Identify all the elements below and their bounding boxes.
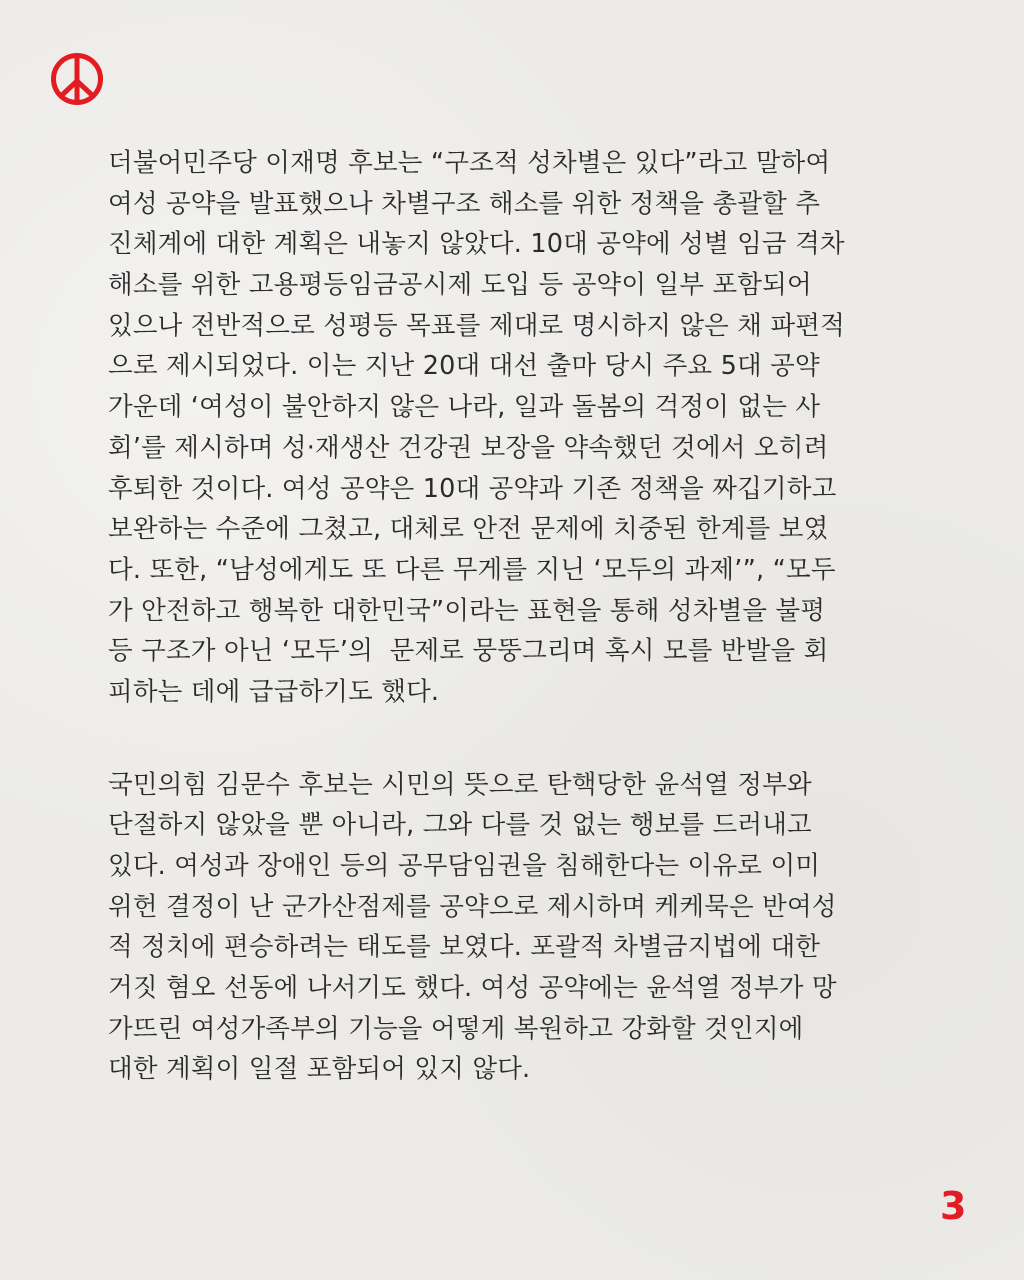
text-line: 으로 제시되었다. 이는 지난 20대 대선 출마 당시 주요 5대 공약 [108,351,820,382]
text-line: 피하는 데에 급급하기도 했다. [108,676,440,707]
text-line: 있으나 전반적으로 성평등 목표를 제대로 명시하지 않은 채 파편적 [108,310,845,341]
paragraph-lee-jae-myung [108,143,938,713]
text-line: 거짓 혐오 선동에 나서기도 했다. 여성 공약에는 윤석열 정부가 망 [108,973,837,1004]
text-line: 보완하는 수준에 그쳤고, 대체로 안전 문제에 치중된 한계를 보였 [108,514,829,545]
text-line: 단절하지 않았을 뿐 아니라, 그와 다를 것 없는 행보를 드러내고 [108,810,812,841]
text-line: 회’를 제시하며 성·재생산 건강권 보장을 약속했던 것에서 오히려 [108,432,829,463]
text-line: 적 정치에 편승하려는 태도를 보였다. 포괄적 차별금지법에 대한 [108,932,821,963]
text-line: 여성 공약을 발표했으나 차별구조 해소를 위한 정책을 총괄할 추 [108,188,821,219]
text-line: 더불어민주당 이재명 후보는 “구조적 성차별은 있다”라고 말하여 [108,148,831,178]
text-line: 등 구조가 아닌 ‘모두’의 문제로 뭉뚱그리며 혹시 모를 반발을 회 [108,636,829,667]
text-line: 가운데 ‘여성이 불안하지 않은 나라, 일과 돌봄의 걱정이 없는 사 [108,392,821,423]
text-line: 가 안전하고 행복한 대한민국”이라는 표현을 통해 성차별을 불평 [108,595,826,626]
text-line: 있다. 여성과 장애인 등의 공무담임권을 침해한다는 이유로 이미 [108,851,821,881]
paragraph-gap [108,713,938,765]
text-line: 해소를 위한 고용평등임금공시제 도입 등 공약이 일부 포함되어 [108,270,812,301]
text-line: 진체계에 대한 계획은 내놓지 않았다. 10대 공약에 성별 임금 격차 [108,229,845,260]
text-line: 국민의힘 김문수 후보는 시민의 뜻으로 탄핵당한 윤석열 정부와 [108,769,812,800]
text-line: 다. 또한, “남성에게도 또 다른 무게를 지닌 ‘모두의 과제’”, “모두 [108,554,836,585]
text-line: 대한 계획이 일절 포함되어 있지 않다. [108,1054,531,1085]
peace-symbol-icon [50,52,104,106]
text-line: 후퇴한 것이다. 여성 공약은 10대 공약과 기존 정책을 짜깁기하고 [108,473,837,504]
text-line: 위헌 결정이 난 군가산점제를 공약으로 제시하며 케케묵은 반여성 [108,891,837,922]
text-line: 가뜨린 여성가족부의 기능을 어떻게 복원하고 강화할 것인지에 [108,1013,804,1044]
article-body [108,143,938,1090]
paragraph-kim-moon-soo [108,765,938,1091]
page-number: 3 [940,1184,967,1228]
